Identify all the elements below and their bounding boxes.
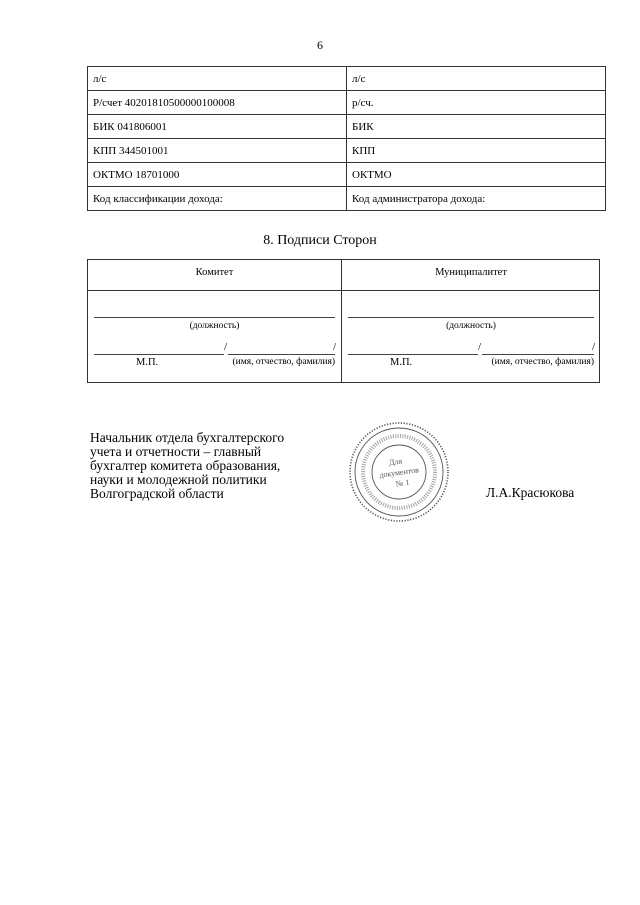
- signature-block-municipality: [341, 260, 600, 382]
- title-line: бухгалтер комитета образования,: [90, 458, 281, 473]
- signatures-heading: 8. Подписи Сторон: [263, 233, 377, 248]
- seal-place-label: М.П.: [390, 357, 413, 368]
- bank-cell-right: р/сч.: [347, 91, 606, 115]
- table-row: [88, 67, 606, 91]
- slash-separator: /: [332, 341, 336, 353]
- title-line: Волгоградской области: [90, 486, 224, 501]
- position-caption: (должность): [189, 321, 240, 331]
- bank-cell-left: Код классификации дохода:: [88, 187, 347, 211]
- chief-accountant-title: [90, 431, 335, 501]
- bank-details-table: [87, 66, 606, 211]
- signature-block-committee: [88, 260, 341, 382]
- signature-line: [348, 354, 478, 355]
- name-line: [482, 354, 594, 355]
- name-caption: (имя, отчество, фамилия): [232, 357, 335, 367]
- slash-separator: /: [478, 341, 482, 353]
- page-number: 6: [317, 38, 323, 52]
- bank-cell-right: БИК: [347, 115, 606, 139]
- name-line: [228, 354, 335, 355]
- bank-cell-left: л/с: [88, 67, 347, 91]
- table-row: [88, 115, 606, 139]
- bank-cell-left: Р/счет 40201810500000100008: [88, 91, 347, 115]
- bank-cell-right: КПП: [347, 139, 606, 163]
- bank-cell-right: Код администратора дохода:: [347, 187, 606, 211]
- stamp-text-line: Для: [388, 456, 403, 468]
- bank-cell-left: КПП 344501001: [88, 139, 347, 163]
- official-seal-stamp: [347, 420, 451, 524]
- stamp-text-line: № 1: [395, 477, 410, 489]
- signatures-table: [87, 259, 600, 383]
- bank-cell-right: ОКТМО: [347, 163, 606, 187]
- title-line: Начальник отдела бухгалтерского: [90, 430, 285, 445]
- bank-cell-left: ОКТМО 18701000: [88, 163, 347, 187]
- position-line: [94, 317, 335, 318]
- seal-place-label: М.П.: [136, 357, 159, 368]
- slash-separator: /: [591, 341, 595, 353]
- bank-cell-right: л/с: [347, 67, 606, 91]
- name-caption: (имя, отчество, фамилия): [491, 357, 594, 367]
- table-row: [88, 91, 606, 115]
- position-caption: (должность): [446, 321, 496, 331]
- signer-name: Л.А.Красюкова: [486, 485, 575, 500]
- position-line: [348, 317, 594, 318]
- slash-separator: /: [224, 341, 228, 353]
- party-name-municipality: Муниципалитет: [342, 260, 600, 291]
- bank-cell-left: БИК 041806001: [88, 115, 347, 139]
- title-line: учета и отчетности – главный: [90, 444, 262, 459]
- stamp-text-line: документов: [378, 465, 420, 480]
- signature-line: [94, 354, 224, 355]
- title-line: науки и молодежной политики: [90, 472, 267, 487]
- table-row: [88, 187, 606, 211]
- table-row: [88, 139, 606, 163]
- table-row: [88, 163, 606, 187]
- party-name-committee: Комитет: [88, 260, 341, 291]
